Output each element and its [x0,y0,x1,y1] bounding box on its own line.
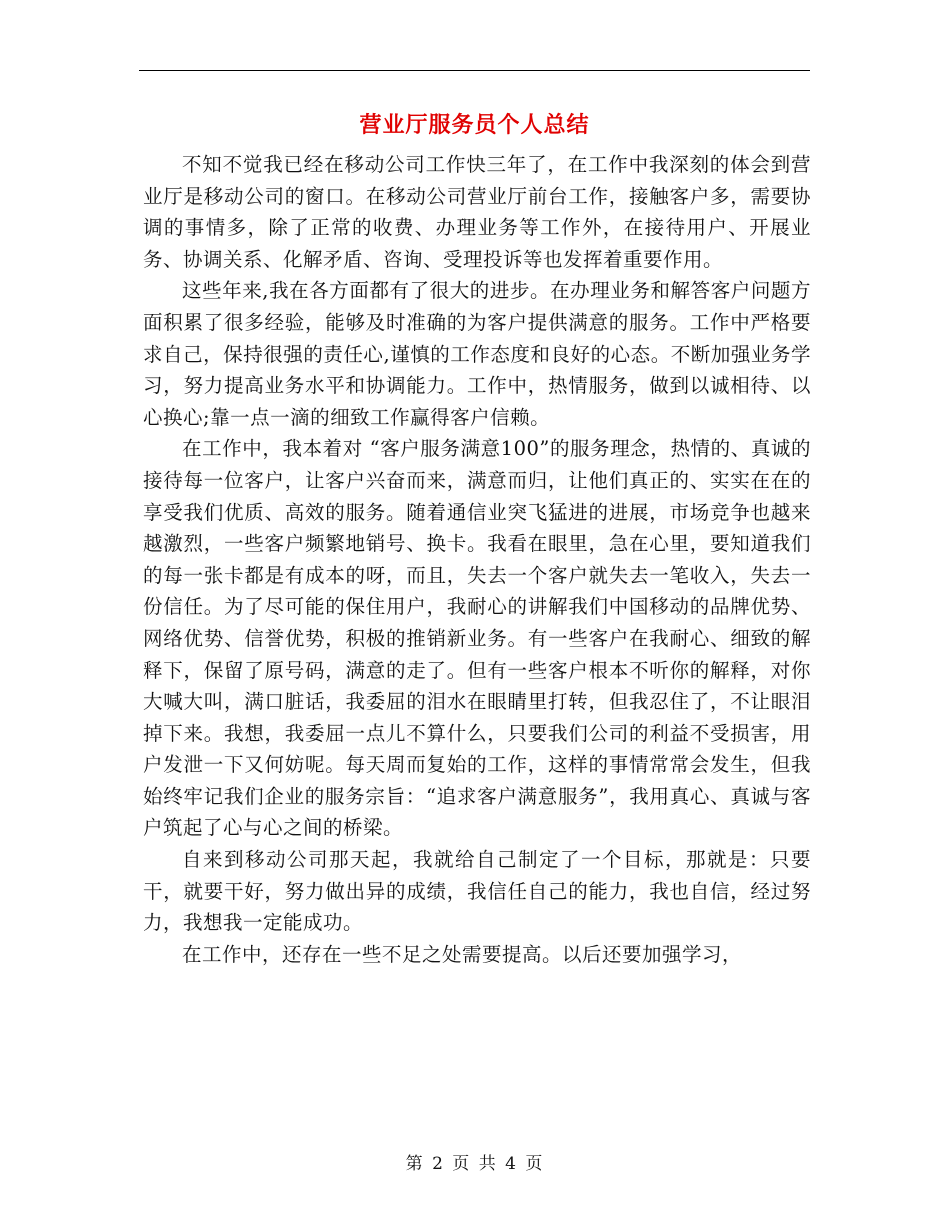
paragraph-1: 不知不觉我已经在移动公司工作快三年了，在工作中我深刻的体会到营业厅是移动公司的窗口。在移动公司营业厅前台工作，接触客户多，需要协调的事情多，除了正常的收费、办理业务等工作外，在接待用户、开展业务、协调关系、化解矛盾、咨询、受理投诉等也发挥着重要作用。 [143,153,811,271]
document-title: 营业厅服务员个人总结 [359,112,590,138]
paragraph-4: 自来到移动公司那天起，我就给自己制定了一个目标，那就是：只要干，就要干好，努力做出异的成绩，我信任自己的能力，我也自信，经过努力，我想我一定能成功。 [143,848,811,935]
document-body [143,149,811,970]
paragraph-3: 在工作中，我本着对 “客户服务满意100”的服务理念，热情的、真诚的接待每一位客户，让客户兴奋而来，满意而归，让他们真正的、实实在在的享受我们优质、高效的服务。随着通信业突飞猛进的进展，市场竞争也越来越激烈，一些客户频繁地销号、换卡。我看在眼里，急在心里，要知道我们的每一张卡都是有成本的呀，而且，失去一个客户就失去一笔收入，失去一份信任。为了尽可能的保住用户，我耐心的讲解我们中国移动的品牌优势、网络优势、信誉优势，积极的推销新业务。有一些客户在我耐心、细致的解释下，保留了原号码，满意的走了。但有一些客户根本不听你的解释，对你大喊大叫，满口脏话，我委屈的泪水在眼睛里打转，但我忍住了，不让眼泪掉下来。我想，我委屈一点儿不算什么，只要我们公司的利益不受损害，用户发泄一下又何妨呢。每天周而复始的工作，这样的事情常常会发生，但我始终牢记我们企业的服务宗旨：“追求客户满意服务”，我用真心、真诚与客户筑起了心与心之间的桥梁。 [143,437,811,840]
paragraph-5: 在工作中，还存在一些不足之处需要提高。以后还要加强学习， [182,942,743,966]
header-rule [139,70,810,71]
page-number-footer: 第 2 页 共 4 页 [405,1154,545,1174]
paragraph-2: 这些年来,我在各方面都有了很大的进步。在办理业务和解答客户问题方面积累了很多经验，能够及时准确的为客户提供满意的服务。工作中严格要求自己，保持很强的责任心,谨慎的工作态度和良好的心态。不断加强业务学习，努力提高业务水平和协调能力。工作中，热情服务，做到以诚相待、以心换心;靠一点一滴的细致工作赢得客户信赖。 [143,279,811,429]
